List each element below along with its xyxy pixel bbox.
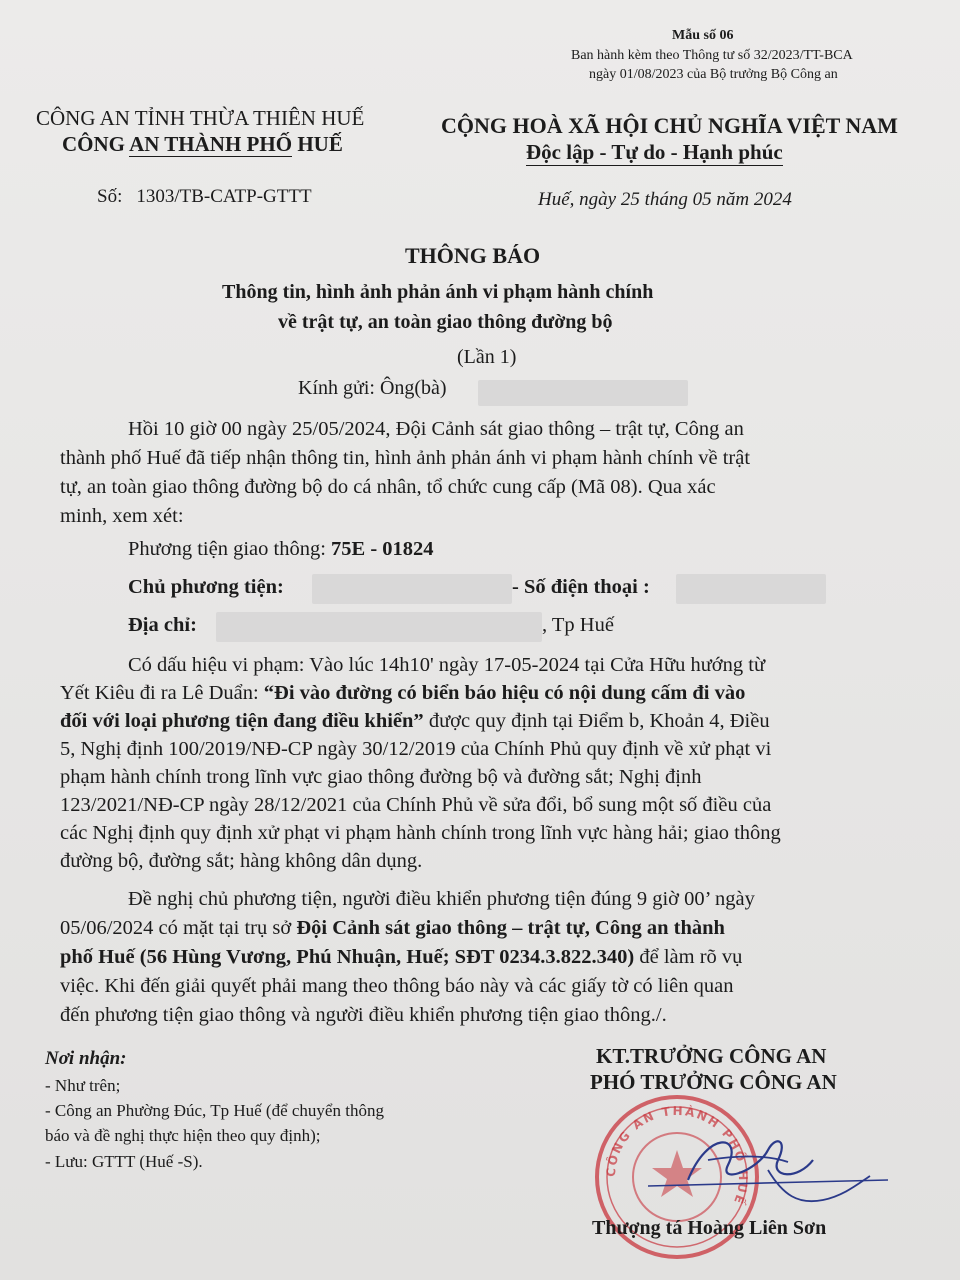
recipients-heading: Nơi nhận:	[45, 1048, 127, 1069]
violation-quote: đối với loại phương tiện đang điều khiển”	[60, 710, 424, 732]
body-text: Yết Kiêu đi ra Lê Duẩn:	[60, 682, 264, 704]
nation-name: CỘNG HOÀ XÃ HỘI CHỦ NGHĨA VIỆT NAM	[441, 113, 898, 138]
document-title: THÔNG BÁO	[405, 243, 541, 268]
recipient-item: - Lưu: GTTT (Huế -S).	[45, 1152, 203, 1171]
document-number	[97, 186, 312, 208]
body-line: Hồi 10 giờ 00 ngày 25/05/2024, Đội Cảnh sát giao thông – trật tự, Công an	[128, 418, 744, 440]
vehicle-label: Phương tiện giao thông:	[128, 538, 332, 560]
office-name: Đội Cảnh sát giao thông – trật tự, Công an thành	[296, 917, 725, 939]
org-unit-underlined: AN THÀNH PHỐ	[129, 132, 293, 156]
redacted-phone	[676, 574, 826, 604]
signer-title-1: KT.TRƯỞNG CÔNG AN	[596, 1044, 827, 1068]
body-line: minh, xem xét:	[60, 505, 184, 527]
redacted-address	[216, 612, 542, 642]
body-line: thành phố Huế đã tiếp nhận thông tin, hình ảnh phản ánh vi phạm hành chính về trật	[60, 447, 751, 469]
body-line: Có dấu hiệu vi phạm: Vào lúc 14h10' ngày 17-05-2024 tại Cửa Hữu hướng từ	[128, 654, 766, 676]
document-number-label: Số:	[97, 186, 123, 207]
body-line: phạm hành chính trong lĩnh vực giao thông đường bộ và đường sắt; Nghị định	[60, 766, 702, 788]
body-line: 5, Nghị định 100/2019/NĐ-CP ngày 30/12/2019 của Chính Phủ quy định về xử phạt vi	[60, 738, 772, 760]
document-number-value: 1303/TB-CATP-GTTT	[136, 186, 312, 207]
body-text: 05/06/2024 có mặt tại trụ sở	[60, 917, 297, 939]
body-line: đường bộ, đường sắt; hàng không dân dụng.	[60, 850, 423, 872]
body-line	[60, 946, 742, 969]
body-line: Đề nghị chủ phương tiện, người điều khiển phương tiện đúng 9 giờ 00’ ngày	[128, 888, 755, 910]
org-parent: CÔNG AN TỈNH THỪA THIÊN HUẾ	[36, 106, 365, 130]
address-city: , Tp Huế	[542, 614, 614, 636]
vehicle-row	[128, 538, 434, 561]
form-issued-line-2: ngày 01/08/2023 của Bộ trưởng Bộ Công an	[589, 67, 838, 82]
office-address: phố Huế (56 Hùng Vương, Phú Nhuận, Huế; SĐT 0234.3.822.340)	[60, 946, 635, 968]
form-issued-line-1: Ban hành kèm theo Thông tư số 32/2023/TT-BCA	[571, 48, 853, 63]
body-text: để làm rõ vụ	[634, 946, 743, 968]
org-unit	[62, 132, 343, 157]
body-line: 123/2021/NĐ-CP ngày 28/12/2021 của Chính Phủ về sửa đổi, bổ sung một số điều của	[60, 794, 772, 816]
addressee-label: Kính gửi: Ông(bà)	[298, 377, 447, 399]
signer-name: Thượng tá Hoàng Liên Sơn	[592, 1217, 827, 1239]
phone-label: - Số điện thoại :	[512, 576, 650, 598]
form-number: Mẫu số 06	[672, 28, 734, 43]
signer-title-2: PHÓ TRƯỞNG CÔNG AN	[590, 1070, 837, 1094]
body-line: việc. Khi đến giải quyết phải mang theo thông báo này và các giấy tờ có liên quan	[60, 975, 734, 997]
recipient-item: báo và đề nghị thực hiện theo quy định);	[45, 1126, 321, 1145]
body-line: các Nghị định quy định xử phạt vi phạm hành chính trong lĩnh vực hàng hải; giao thông	[60, 822, 781, 844]
body-line	[60, 682, 745, 705]
address-label: Địa chỉ:	[128, 614, 197, 636]
redacted-owner	[312, 574, 512, 604]
org-unit-part: CÔNG	[62, 132, 130, 156]
recipient-item: - Công an Phường Đúc, Tp Huế (để chuyển thông	[45, 1101, 384, 1120]
notice-round: (Lần 1)	[457, 346, 517, 368]
body-line: đến phương tiện giao thông và người điều khiển phương tiện giao thông./.	[60, 1004, 667, 1026]
owner-label: Chủ phương tiện:	[128, 576, 284, 598]
document-subtitle-2: về trật tự, an toàn giao thông đường bộ	[278, 311, 613, 333]
national-motto: Độc lập - Tự do - Hạnh phúc	[526, 140, 783, 164]
recipient-item: - Như trên;	[45, 1076, 121, 1095]
document-subtitle-1: Thông tin, hình ảnh phản ánh vi phạm hành chính	[222, 281, 654, 303]
redacted-addressee	[478, 380, 688, 406]
violation-quote: “Đi vào đường có biển báo hiệu có nội dung cấm đi vào	[263, 682, 746, 704]
vehicle-plate: 75E - 01824	[331, 538, 434, 560]
body-line	[60, 710, 770, 733]
org-unit-part: HUẾ	[292, 132, 343, 156]
place-date: Huế, ngày 25 tháng 05 năm 2024	[538, 189, 792, 210]
body-line	[60, 917, 725, 940]
handwritten-signature	[648, 1110, 888, 1220]
seal-text: CÔNG AN THÀNH PHỐ HUẾ	[603, 1103, 751, 1208]
body-line: tự, an toàn giao thông đường bộ do cá nhân, tổ chức cung cấp (Mã 08). Qua xác	[60, 476, 716, 498]
body-text: được quy định tại Điểm b, Khoản 4, Điều	[423, 710, 770, 732]
